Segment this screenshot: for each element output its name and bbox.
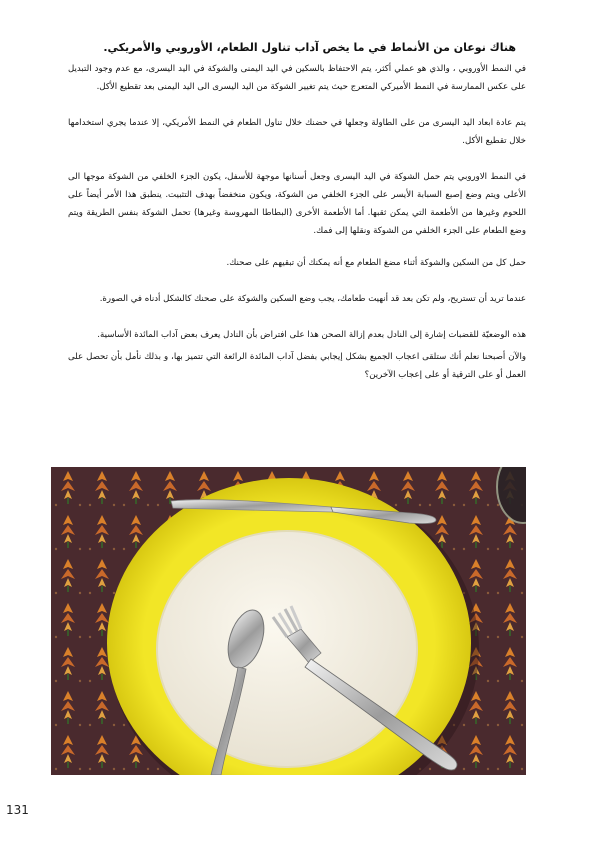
paragraph-waiter-signal: هذه الوضعيّة للقضبات إشارة إلى النادل بعدم إزالة الصحن هذا على افتراض بأن النادل يعرف بعض آداب المائدة الأساسية.	[97, 330, 526, 340]
paragraph-left-hand: يتم عادة ابعاد اليد اليسرى من على الطاولة وجعلها في حضنك خلال تناول الطعام في النمط الأمريكي، إلا عندما يجري استخدامها خلال تقطيع الأكل.	[68, 118, 526, 146]
page-number: 131	[6, 803, 29, 817]
paragraph-resting: عندما تريد أن تستريح، ولم تكن بعد قد أنهيت طعامك، يجب وضع السكين والشوكة على صحنك كالشكل أدناه في الصورة.	[99, 294, 526, 304]
paragraph-conclusion: والآن أصبحنا نعلم أنك ستلقى اعجاب الجميع بشكل إيجابي بفضل آداب المائدة الرائعة التي تتميز بها، و بذلك نأمل بأن تحصل على العمل أو على الترقية أو على إعجاب الآخرين؟	[68, 352, 526, 380]
article-text	[68, 40, 526, 384]
paragraph-chewing: حمل كل من السكين والشوكة أثناء مضغ الطعام مع أنه يمكنك أن تبقيهم على صحنك.	[226, 258, 526, 268]
article-heading: هناك نوعان من الأنماط في ما يخص آداب تناول الطعام، الأوروبي والأمريكي.	[103, 41, 516, 54]
plate-center	[157, 531, 417, 767]
paragraph-fork-holding: في النمط الاوروبي يتم حمل الشوكة في اليد اليسرى وجعل أسنانها موجهة للأسفل، يكون الجزء الخلفي من الشوكة موجها الى الأعلى ويتم وضع إصبع السبابة الأيسر على الجزء الخلفي من الشوكة، ويكون منخفضاً بهدف التثبيت. ينطبق هذا الأمر أيضاً على اللحوم وغيرها من الأطعمة التي يمكن ثقبها. أما الأطعمة الأخرى (البطاطا المهروسة وغيرها) تحمل الشوكة بنفس الطريقة ويتم وضع الطعام على الجزء الخلفي من الشوكة ونقلها إلى فمك.	[68, 172, 526, 236]
paragraph-european-style: في النمط الأوروبي ، والذي هو عملي أكثر، يتم الاحتفاظ بالسكين في اليد اليمنى والشوكة في اليد اليسرى، مع عدم وجود التبديل على عكس الممارسة في النمط الأميركي المتعرج حيث يتم تغيير الشوكة من اليد اليسرى الى اليد اليمنى بعد تقطيع الأكل.	[68, 64, 526, 92]
plate-photo	[51, 467, 526, 775]
